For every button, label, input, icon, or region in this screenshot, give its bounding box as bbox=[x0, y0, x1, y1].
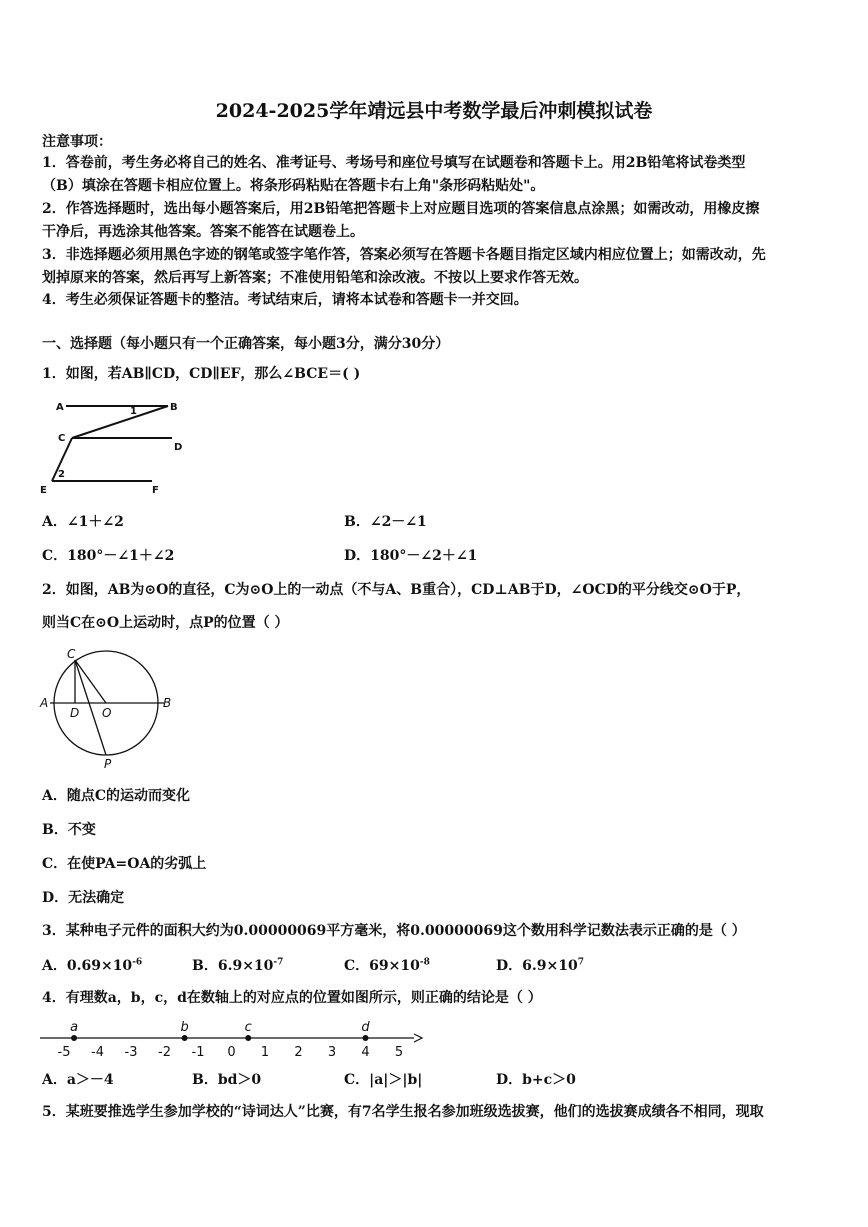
number-line-tick-label: -3 bbox=[124, 1045, 138, 1060]
number-line-figure bbox=[36, 1010, 426, 1062]
option-base: B．6.9×10 bbox=[192, 958, 274, 974]
number-line-tick-label: -4 bbox=[91, 1045, 104, 1060]
q3-option-d[interactable] bbox=[496, 955, 584, 975]
notice-line: 1．答卷前，考生务必将自己的姓名、准考证号、考场号和座位号填写在试题卷和答题卡上。用2B铅笔将试卷类型 bbox=[42, 155, 746, 171]
number-line-tick-label: 2 bbox=[294, 1045, 303, 1060]
question-3-stem: 3．某种电子元件的面积大约为0.00000069平方毫米，将0.00000069这个数用科学记数法表示正确的是（ ） bbox=[42, 923, 746, 939]
question-1-figure bbox=[36, 394, 186, 498]
question-2-stem-cont: 则当C在⊙O上运动时，点P的位置（ ） bbox=[42, 615, 289, 631]
section-heading: 一、选择题（每小题只有一个正确答案，每小题3分，满分30分） bbox=[42, 336, 450, 352]
number-line-point-label: d bbox=[361, 1020, 370, 1035]
notice-line: 4．考生必须保证答题卡的整洁。考试结束后，请将本试卷和答题卡一并交回。 bbox=[42, 292, 528, 308]
question-5-stem: 5．某班要推选学生参加学校的“诗词达人”比赛，有7名学生报名参加班级选拔赛，他们的选拔赛成绩各不相同，现取 bbox=[42, 1104, 764, 1120]
label-D: D bbox=[70, 706, 80, 720]
number-line-point-b bbox=[182, 1035, 188, 1041]
question-4-stem: 4．有理数a，b，c，d在数轴上的对应点的位置如图所示，则正确的结论是（ ） bbox=[42, 990, 542, 1006]
label-B: B bbox=[170, 402, 178, 413]
q4-option-d[interactable]: D．b+c＞0 bbox=[496, 1072, 576, 1088]
number-line-arrow bbox=[414, 1034, 422, 1042]
number-line-point-label: b bbox=[180, 1020, 189, 1035]
angle-2-label: 2 bbox=[58, 469, 65, 480]
number-line-point-label: a bbox=[70, 1020, 79, 1035]
option-base: D．6.9×10 bbox=[496, 958, 578, 974]
option-base: A．0.69×10 bbox=[42, 958, 133, 974]
label-D: D bbox=[174, 442, 183, 453]
notice-line: 2．作答选择题时，选出每小题答案后，用2B铅笔把答题卡上对应题目选项的答案信息点涂黑；如需改动，用橡皮擦 bbox=[42, 201, 760, 217]
q1-option-a[interactable]: A．∠1＋∠2 bbox=[42, 514, 124, 530]
notice-line: 划掉原来的答案，然后再写上新答案；不准使用铅笔和涂改液。不按以上要求作答无效。 bbox=[42, 270, 588, 286]
question-2-figure bbox=[36, 644, 180, 772]
option-exponent: -6 bbox=[132, 957, 143, 968]
page-title: 2024-2025学年靖远县中考数学最后冲刺模拟试卷 bbox=[215, 100, 653, 122]
label-O: O bbox=[102, 706, 112, 720]
label-B: B bbox=[163, 696, 172, 710]
option-exponent: 7 bbox=[577, 957, 584, 968]
number-line-tick-label: 3 bbox=[327, 1045, 337, 1060]
q3-option-b[interactable] bbox=[192, 955, 283, 975]
number-line-point-label: c bbox=[244, 1020, 252, 1035]
number-line-point-d bbox=[363, 1035, 369, 1041]
q1-option-b[interactable]: B．∠2－∠1 bbox=[344, 514, 427, 530]
label-F: F bbox=[152, 485, 159, 496]
q3-option-c[interactable] bbox=[344, 955, 430, 975]
q4-option-c[interactable]: C．|a|＞|b| bbox=[344, 1072, 423, 1088]
q4-option-b[interactable]: B．bd＞0 bbox=[192, 1072, 262, 1088]
q2-option-b[interactable]: B．不变 bbox=[42, 822, 96, 838]
option-exponent: -7 bbox=[273, 957, 284, 968]
angle-1-label: 1 bbox=[130, 406, 137, 417]
label-A: A bbox=[40, 696, 49, 710]
q2-option-c[interactable]: C．在使PA=OA的劣弧上 bbox=[42, 856, 207, 872]
q4-option-a[interactable]: A．a＞－4 bbox=[42, 1072, 114, 1088]
label-P: P bbox=[104, 757, 112, 771]
label-E: E bbox=[40, 485, 47, 496]
q3-option-a[interactable] bbox=[42, 955, 142, 975]
number-line-tick-label: -2 bbox=[158, 1045, 171, 1060]
number-line-point-c bbox=[245, 1035, 251, 1041]
label-A: A bbox=[56, 402, 64, 413]
notice-heading: 注意事项： bbox=[42, 134, 112, 150]
label-C: C bbox=[67, 647, 76, 661]
q1-option-c[interactable]: C．180°－∠1＋∠2 bbox=[42, 548, 175, 564]
number-line-tick-label: 5 bbox=[394, 1045, 404, 1060]
number-line-point-a bbox=[71, 1035, 77, 1041]
notice-line: 3．非选择题必须用黑色字迹的钢笔或签字笔作答，答案必须写在答题卡各题目指定区域内相应位置上；如需改动，先 bbox=[42, 247, 766, 263]
option-base: C．69×10 bbox=[344, 958, 420, 974]
number-line-tick-label: 1 bbox=[260, 1045, 270, 1060]
label-C: C bbox=[58, 433, 66, 444]
notice-line: （B）填涂在答题卡相应位置上。将条形码粘贴在答题卡右上角"条形码粘贴处"。 bbox=[42, 178, 545, 194]
question-2-stem: 2．如图，AB为⊙O的直径，C为⊙O上的一动点（不与A、B重合），CD⊥AB于D，∠OCD的平分线交⊙O于P， bbox=[42, 582, 751, 598]
number-line-tick-label: -5 bbox=[57, 1045, 71, 1060]
number-line-tick-label: -1 bbox=[191, 1045, 205, 1060]
number-line-tick-label: 0 bbox=[227, 1045, 236, 1060]
question-1-stem: 1．如图，若AB∥CD，CD∥EF，那么∠BCE＝( ) bbox=[42, 366, 361, 382]
q2-option-d[interactable]: D．无法确定 bbox=[42, 890, 125, 906]
notice-line: 干净后，再选涂其他答案。答案不能答在试题卷上。 bbox=[42, 224, 364, 240]
q2-option-a[interactable]: A．随点C的运动而变化 bbox=[42, 788, 191, 804]
q1-option-d[interactable]: D．180°－∠2＋∠1 bbox=[344, 548, 478, 564]
option-exponent: -8 bbox=[419, 957, 430, 968]
number-line-tick-label: 4 bbox=[361, 1045, 370, 1060]
